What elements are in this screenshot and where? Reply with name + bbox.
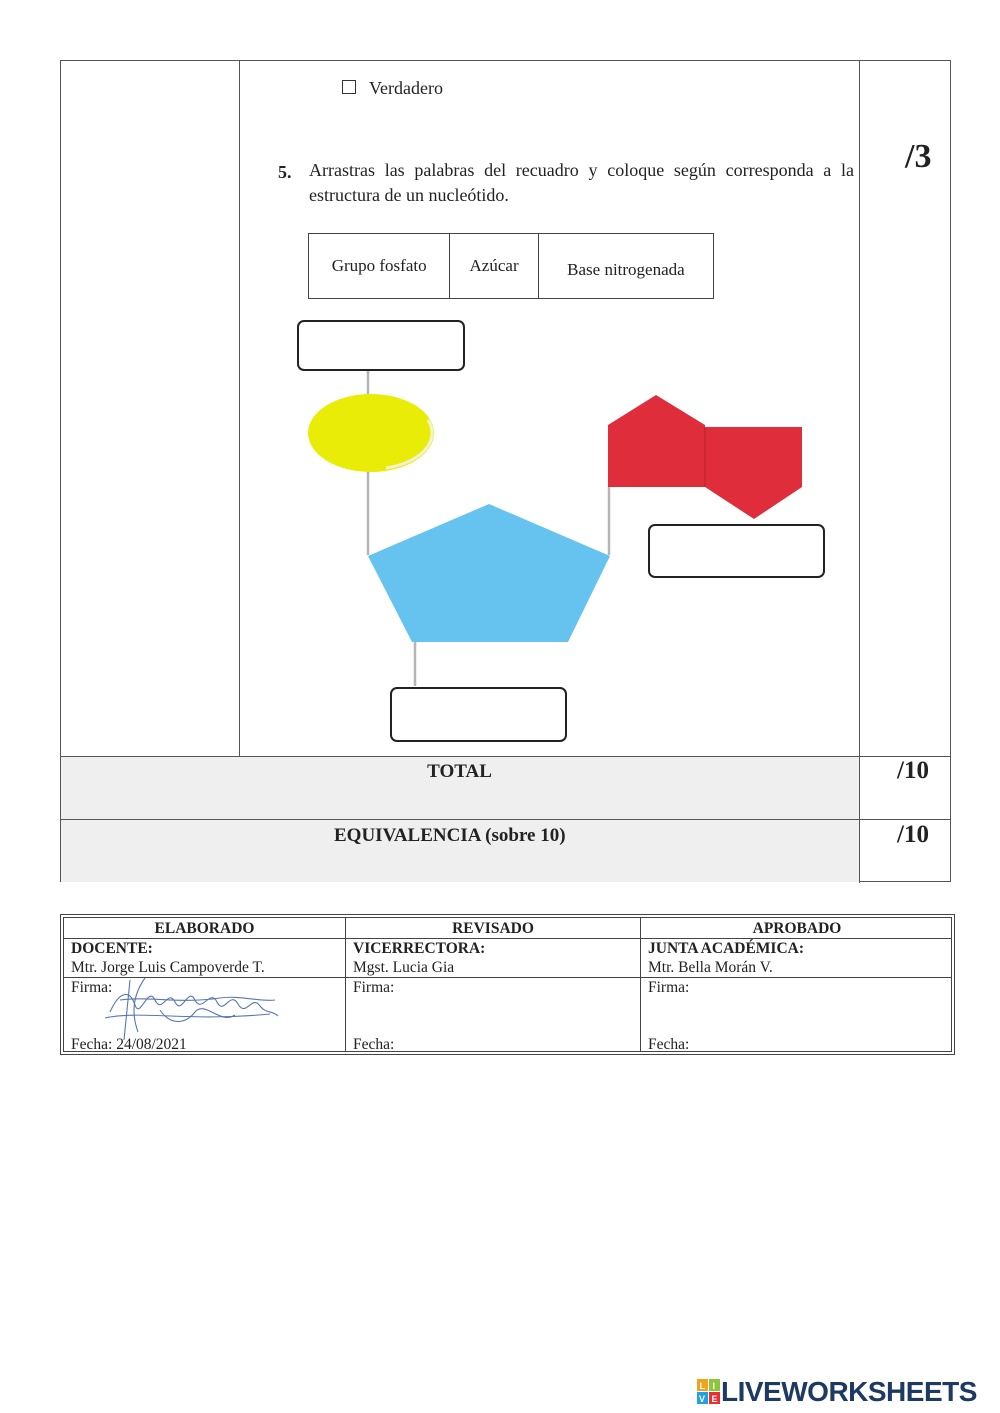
sig-row-divider-1 [64,938,951,939]
icon-letter-i: I [712,1381,716,1391]
fecha-docente: Fecha: 24/08/2021 [71,1036,187,1053]
fecha-junta: Fecha: [648,1036,690,1053]
question-prompt: Arrastras las palabras del recuadro y coloque según corresponda a la estructura de un nucleótido. [309,160,854,205]
word-base-nitrogenada[interactable]: Base nitrogenada [567,260,685,279]
name-vicerrectora: Mgst. Lucia Gia [353,959,455,976]
name-docente: Mtr. Jorge Luis Campoverde T. [71,959,265,976]
equivalencia-score: /10 [897,821,929,848]
header-elaborado: ELABORADO [154,920,255,937]
word-grupo-fosfato[interactable]: Grupo fosfato [309,234,450,298]
role-junta: JUNTA ACADÉMICA: [648,940,805,957]
firma-vicerrectora: Firma: [353,979,395,996]
icon-letter-l: L [699,1381,705,1391]
signature-scribble [100,970,285,1045]
firma-junta: Firma: [648,979,690,996]
verdadero-label: Verdadero [369,78,443,98]
drop-target-sugar[interactable] [390,687,567,742]
phosphate-shape [308,394,434,472]
row-divider-equivalencia [61,819,950,820]
role-docente: DOCENTE: [71,940,153,957]
icon-letter-e: E [711,1394,718,1404]
total-score: /10 [897,757,929,784]
drop-target-phosphate[interactable] [297,320,465,371]
icon-letter-v: V [699,1394,706,1404]
role-vicerrectora: VICERRECTORA: [353,940,486,957]
fecha-vicerrectora: Fecha: [353,1036,395,1053]
firma-docente: Firma: [71,979,113,996]
liveworksheets-icon [697,1379,721,1405]
liveworksheets-text: LIVEWORKSHEETS [721,1376,977,1407]
equivalencia-label: EQUIVALENCIA (sobre 10) [334,825,566,846]
total-label: TOTAL [427,761,492,782]
name-junta: Mtr. Bella Morán V. [648,959,773,976]
question-score: /3 [905,138,932,175]
liveworksheets-logo [697,1376,977,1408]
question-number: 5. [278,162,292,182]
word-azucar[interactable]: Azúcar [450,234,539,298]
header-revisado: REVISADO [452,920,534,937]
sugar-pentagon [368,504,610,642]
header-aprobado: APROBADO [752,920,842,937]
drop-target-base[interactable] [648,524,825,578]
base-pentagon-right [705,427,802,519]
base-pentagon-left [608,395,705,487]
